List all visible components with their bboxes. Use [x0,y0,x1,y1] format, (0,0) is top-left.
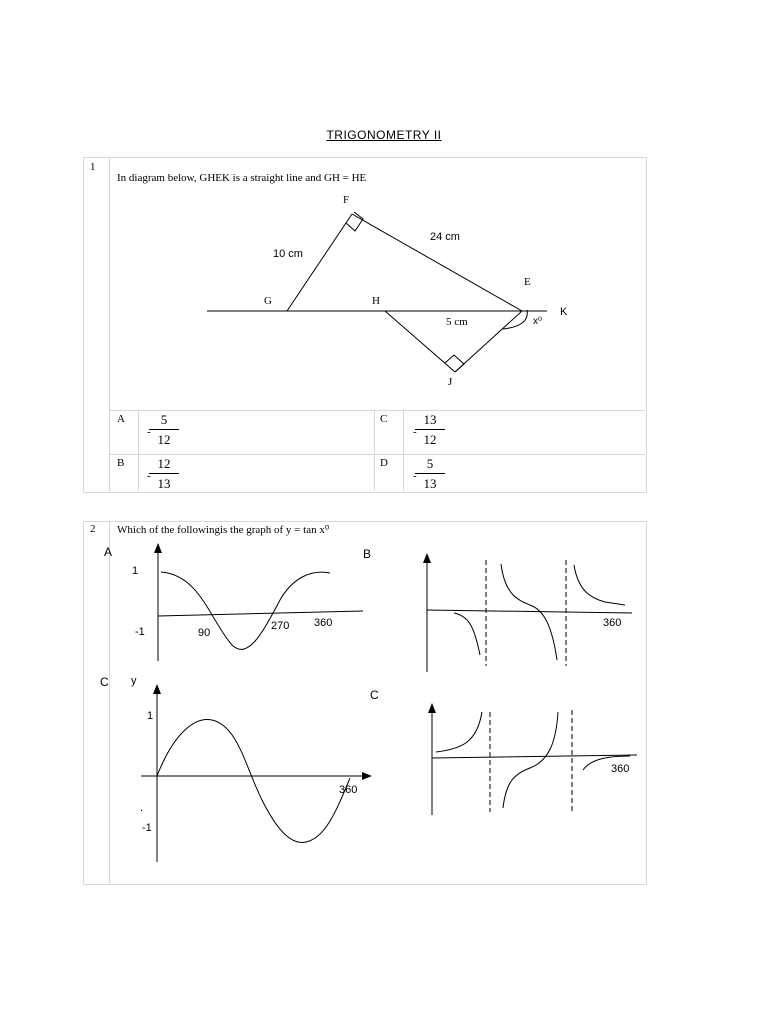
label-j: J [448,376,453,388]
graph-a-x-tick-360: 360 [314,617,333,629]
graph-a-y-arrow [154,543,162,553]
option-c-denominator: 12 [423,432,437,447]
option-d-sign: - [413,470,417,482]
question-2-text: Which of the followingis the graph of y = tan x⁰ [117,524,330,536]
option-a-sign: - [147,426,151,438]
graph-c-curve [157,719,350,842]
label-f: F [343,194,350,206]
option-a-denominator: 12 [157,432,171,447]
graph-a-y-tick-neg1: -1 [135,626,145,638]
graph-c-y-tick-neg1: -1 [142,822,152,834]
graph-a-x-axis [158,611,363,616]
graph-d [428,703,637,815]
graph-c-y-arrow [153,684,161,694]
graph-a-curve [161,572,333,649]
length-hj: 5 cm [446,316,468,328]
option-a-letter[interactable]: A [117,413,125,425]
option-d-numerator: 5 [415,456,445,474]
graph-c-letter[interactable]: C [100,675,109,689]
graph-b-x-tick-360: 360 [603,617,622,629]
question-2-number: 2 [90,523,96,535]
graph-c-y-tick-1: 1 [147,710,154,722]
graph-c-y-label: y [131,675,137,687]
graph-c-dot: . [140,802,144,814]
graph-b-letter[interactable]: B [363,547,372,561]
label-x-angle: x⁰ [533,316,543,327]
graph-d-letter[interactable]: C [370,688,379,702]
graph-b-curve-3 [574,565,625,605]
label-h: H [372,295,380,307]
graph-b-x-axis [427,610,632,613]
option-c-numerator: 13 [415,412,445,430]
option-b-sign: - [147,470,151,482]
label-k: K [560,306,568,318]
label-e: E [524,276,531,288]
graph-b [423,553,632,672]
option-b-numerator: 12 [149,456,179,474]
graph-a-x-tick-90: 90 [198,627,211,639]
graph-c-x-tick-360: 360 [339,784,358,796]
question-1-text: In diagram below, GHEK is a straight line and GH = HE [117,172,367,184]
page-title: TRIGONOMETRY II [326,128,442,142]
option-d-denominator: 13 [423,476,437,491]
length-fe: 24 cm [430,231,460,243]
graph-a-letter[interactable]: A [104,545,113,559]
option-c-letter[interactable]: C [380,413,388,425]
option-d-letter[interactable]: D [380,457,388,469]
graph-c [141,684,372,862]
label-g: G [264,295,272,307]
graph-d-x-tick-360: 360 [611,763,630,775]
option-c-sign: - [413,426,417,438]
graph-a-x-tick-270: 270 [271,620,290,632]
graph-d-curve-2 [503,712,558,808]
graph-b-y-arrow [423,553,431,563]
graph-c-x-arrow [362,772,372,780]
option-b-letter[interactable]: B [117,457,125,469]
graph-a [154,543,363,661]
graph-a-y-tick-1: 1 [132,565,139,577]
option-b-denominator: 13 [157,476,171,491]
question-1-number: 1 [90,161,96,173]
option-a-numerator: 5 [149,412,179,430]
length-gf: 10 cm [273,248,303,260]
graph-d-curve-1 [436,712,482,752]
graph-d-y-arrow [428,703,436,713]
graph-b-curve-1 [454,613,480,655]
